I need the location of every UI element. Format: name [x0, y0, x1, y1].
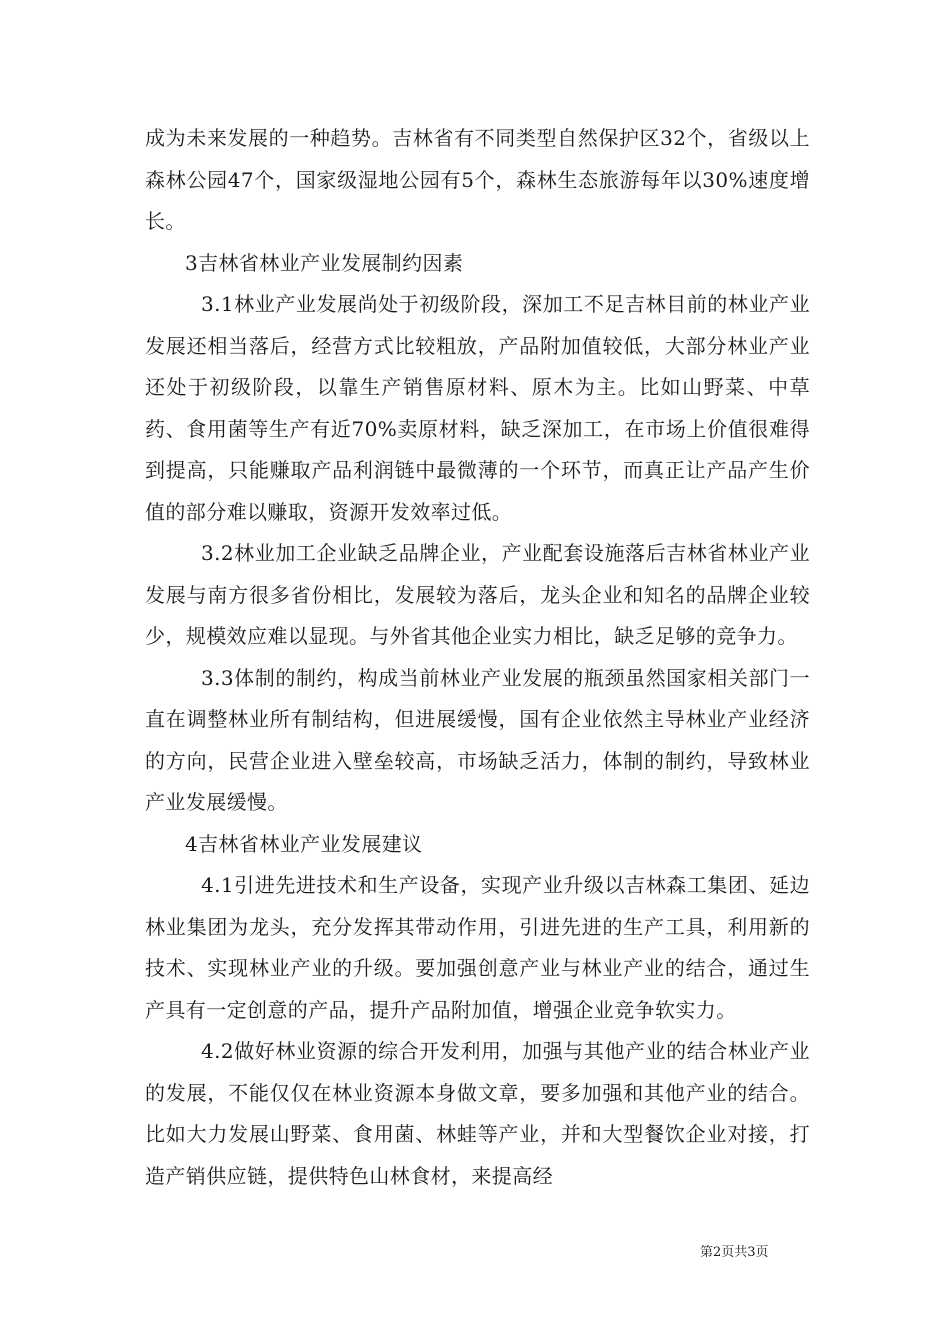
paragraph-3-2: 3.2林业加工企业缺乏品牌企业，产业配套设施落后吉林省林业产业发展与南方很多省份相比，发展较为落后，龙头企业和知名的品牌企业较少，规模效应难以显现。与外省其他企业实力相比，缺乏足够的竞争力。	[145, 541, 810, 648]
paragraph-intro: 成为未来发展的一种趋势。吉林省有不同类型自然保护区32个，省级以上森林公园47个，国家级湿地公园有5个，森林生态旅游每年以30%速度增长。	[145, 126, 810, 233]
paragraph-4-2: 4.2做好林业资源的综合开发利用，加强与其他产业的结合林业产业的发展，不能仅仅在林业资源本身做文章，要多加强和其他产业的结合。比如大力发展山野菜、食用菌、林蛙等产业，并和大型餐饮企业对接，打造产销供应链，提供特色山林食材，来提高经	[145, 1039, 810, 1188]
page-number-footer: 第2页共3页	[700, 1245, 769, 1260]
paragraph-3-1: 3.1林业产业发展尚处于初级阶段，深加工不足吉林目前的林业产业发展还相当落后，经营方式比较粗放，产品附加值较低，大部分林业产业还处于初级阶段，以靠生产销售原材料、原木为主。比如山野菜、中草药、食用菌等生产有近70%卖原材料，缺乏深加工，在市场上价值很难得到提高，只能赚取产品利润链中最微薄的一个环节，而真正让产品产生价值的部分难以赚取，资源开发效率过低。	[145, 292, 810, 524]
paragraph-4-1: 4.1引进先进技术和生产设备，实现产业升级以吉林森工集团、延边林业集团为龙头，充分发挥其带动作用，引进先进的生产工具，利用新的技术、实现林业产业的升级。要加强创意产业与林业产业的结合，通过生产具有一定创意的产品，提升产品附加值，增强企业竞争软实力。	[145, 873, 810, 1022]
section-heading-3: 3吉林省林业产业发展制约因素	[185, 250, 464, 275]
paragraph-3-3: 3.3体制的制约，构成当前林业产业发展的瓶颈虽然国家相关部门一直在调整林业所有制结构，但进展缓慢，国有企业依然主导林业产业经济的方向，民营企业进入壁垒较高，市场缺乏活力，体制的制约，导致林业产业发展缓慢。	[145, 665, 810, 814]
document-body	[145, 118, 810, 1197]
section-heading-4: 4吉林省林业产业发展建议	[185, 831, 423, 856]
